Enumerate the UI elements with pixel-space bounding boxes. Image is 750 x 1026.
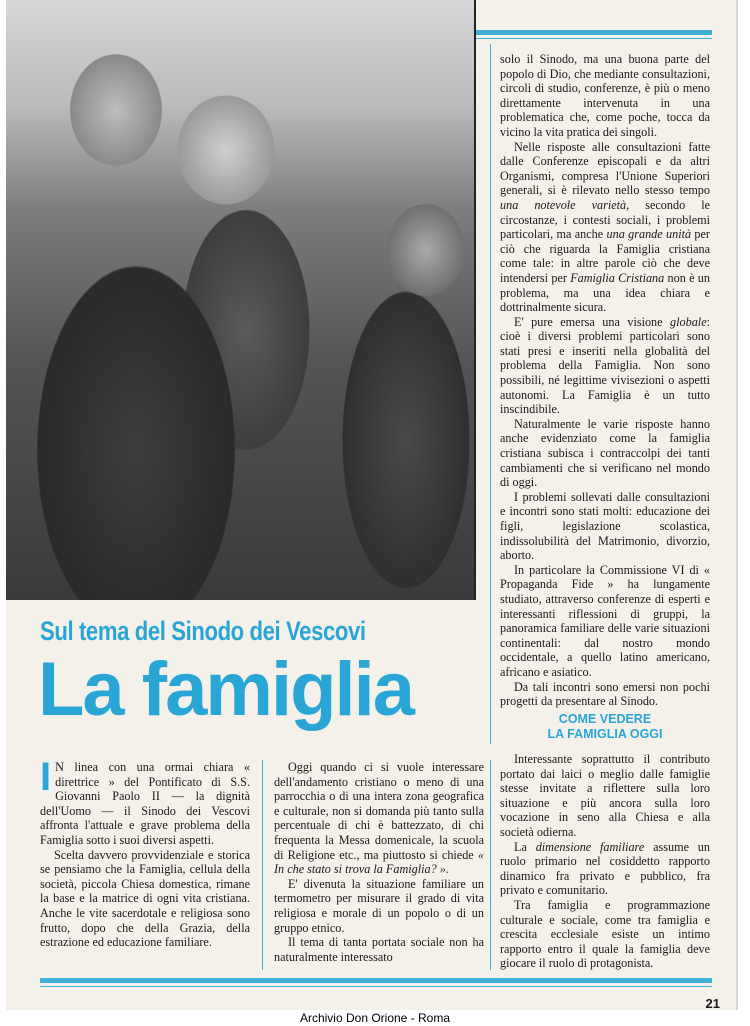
text-run: N linea con una ormai chiara « direttrice » del Pontificato di S.S. Giovanni Paolo II — la dignità dell'Uomo — il Sinodo dei Vescovi affronta l'attuale e grave problema della Famiglia sotto i suoi diversi aspetti.: [40, 760, 250, 847]
column-divider: [490, 760, 491, 970]
column-c-top: [500, 52, 710, 709]
top-rule: [476, 30, 712, 35]
italic-run: globale: [670, 314, 707, 329]
paragraph: [500, 315, 710, 417]
text-run: La: [514, 839, 536, 854]
paragraph: Il tema di tanta portata sociale non ha naturalmente interessato: [274, 935, 484, 964]
italic-run: dimensione familiare: [535, 839, 645, 854]
paragraph: Da tali incontri sono emersi non pochi progetti da presentare al Sinodo.: [500, 679, 710, 709]
text-run: per ciò che riguarda la Famiglia cristiana come tale: in altre parole ciò che deve intendersi per: [500, 227, 710, 285]
paragraph: Scelta davvero provvidenziale e storica se pensiamo che la Famiglia, cellula della società, piccola Chiesa domestica, rimane la base e la matrice di ogni vita cristiana. Anche le vite sacerdotale e religiosa sono frutto, dopo che della Grazia, della estrazione ed educazione familiare.: [40, 847, 250, 950]
paragraph: In particolare la Commissione VI di « Propaganda Fide » ha lungamente studiato, attraverso conferenze di esperti e interessanti riflessioni di gruppi, la panoramica familiare delle varie situazioni continentali: dal nostro mondo occidentale, a quello latino americano, africano e asiatico.: [500, 562, 710, 679]
photo-edge: [474, 0, 476, 600]
text-run: : cioè i diversi problemi particolari sono stati presi e inseriti nella globalità del problema della Famiglia. Non sono possibili, né legittime vivisezioni o aspetti autonomi. La Famiglia è un tutto inscindibile.: [500, 314, 710, 417]
paragraph: E' divenuta la situazione familiare un termometro per misurare il grado di vita religiosa e morale di un popolo o di un gruppo etnico.: [274, 876, 484, 935]
paragraph: Tra famiglia e programmazione culturale e sociale, come tra famiglia e crescita ecclesiale esiste un intimo rapporto entro il quale la famiglia deve giocare il ruolo di protagonista.: [500, 897, 710, 971]
text-run: assume un ruolo primario nel cosiddetto rapporto dinamico fra privato e pubblico, fra privato e comunitario.: [500, 839, 710, 898]
paragraph: solo il Sinodo, ma una buona parte del popolo di Dio, che mediante consultazioni, circoli di studio, conferenze, è più o meno direttamente intervenuta in una problematica che, come poche, tocca da vicino la vita pratica dei singoli.: [500, 52, 710, 139]
kicker-title: Sul tema del Sinodo dei Vescovi: [40, 616, 366, 646]
page-title: La famiglia: [38, 647, 413, 732]
subhead-line: LA FAMIGLIA OGGI: [547, 727, 663, 741]
section-subhead: [500, 712, 710, 742]
cover-photo: [6, 0, 476, 600]
paragraph: I problemi sollevati dalle consultazioni e incontri sono stati molti: educazione dei figli, legislazione scolastica, indissolubilità del Matrimonio, divorzio, aborto.: [500, 489, 710, 563]
text-run: Nelle risposte alle consultazioni fatte dalle Conferenze episcopali e da altri Organismi, compresa l'Unione Superiori generali, si è rilevato nello stesso tempo: [500, 139, 710, 198]
italic-run: una notevole varietà,: [500, 197, 630, 212]
column-divider: [490, 44, 491, 744]
paragraph: [500, 840, 710, 898]
column-divider: [262, 760, 263, 970]
page-number: 21: [705, 996, 720, 1011]
column-b: [274, 760, 484, 964]
bottom-rule-thin: [40, 986, 712, 987]
column-c-bottom: [500, 752, 710, 971]
paragraph: [500, 140, 710, 315]
paragraph: Naturalmente le varie risposte hanno anche evidenziato come la famiglia cristiana subisca i contraccolpi dei tanti cambiamenti che si verificano nel mondo di oggi.: [500, 416, 710, 490]
paragraph: [274, 760, 484, 877]
text-run: non è un problema, ma una idea chiara e dottrinalmente sicura.: [500, 270, 710, 315]
subhead-line: COME VEDERE: [558, 712, 652, 726]
paragraph: [40, 755, 250, 848]
column-a: [40, 755, 250, 950]
italic-run: Famiglia Cristiana: [570, 270, 665, 285]
italic-run: una grande unità: [606, 227, 692, 242]
top-rule-thin: [476, 38, 712, 39]
drop-cap: I: [40, 755, 52, 799]
text-run: E' pure emersa una visione: [514, 314, 671, 329]
archive-footer: Archivio Don Orione - Roma: [299, 1011, 451, 1025]
italic-run: « In che stato si trova la Famiglia? ».: [274, 847, 484, 877]
text-run: Oggi quando ci si vuole interessare dell'andamento cristiano o meno di una parrocchia o di una intera zona geografica e culturale, non si domanda più tanto sulla percentuale di chi è battezzato, di chi frequenta la Messa domenicale, la scuola di Religione etc., ma piuttosto si chiede: [274, 760, 484, 862]
paragraph: Interessante soprattutto il contributo portato dai laici o meglio dalle famiglie stesse invitate a riflettere sulla loro situazione e più ancora sulla loro vocazione in seno alla Chiesa e alla società odierna.: [500, 752, 710, 839]
text-run: secondo le circostanze, i contesti sociali, i problemi particolari, ma anche: [500, 197, 710, 242]
bottom-rule: [40, 978, 712, 983]
